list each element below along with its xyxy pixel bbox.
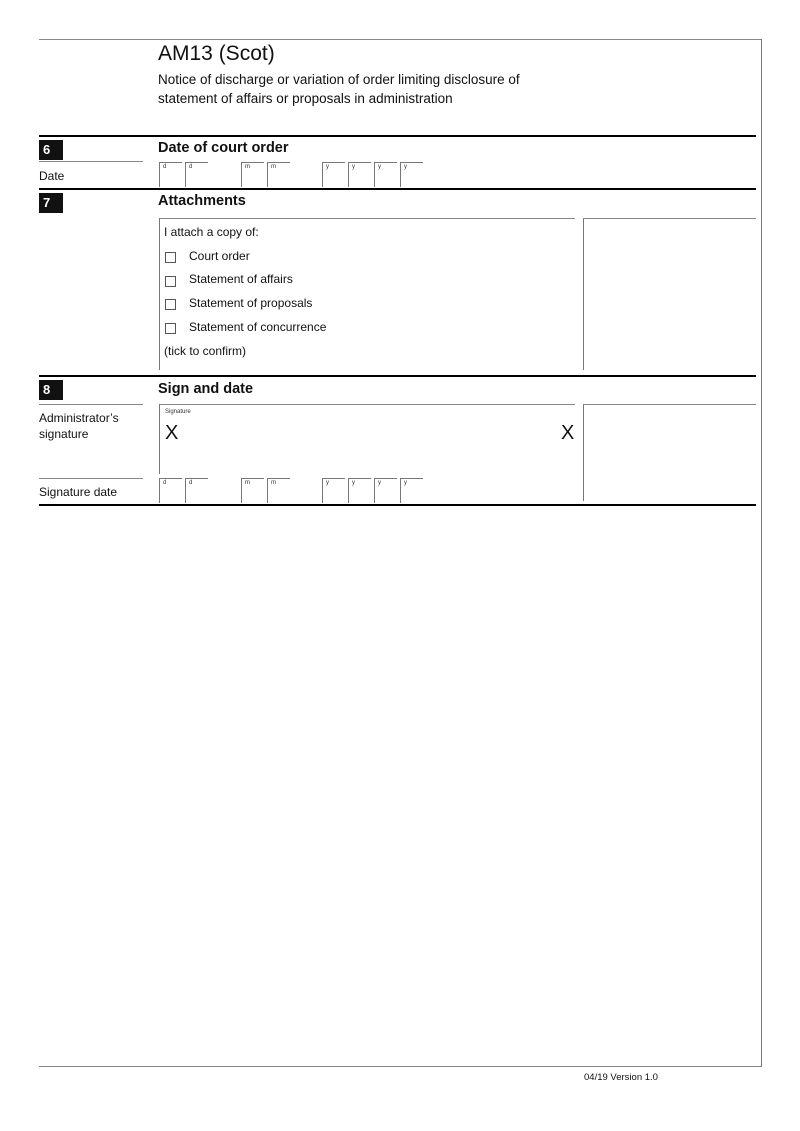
top-border <box>39 39 761 40</box>
date-box-y1[interactable]: y <box>322 162 345 187</box>
sig-date-box-d1[interactable]: d <box>159 478 182 503</box>
sig-date-box-y1[interactable]: y <box>322 478 345 503</box>
right-border <box>761 39 762 1067</box>
signature-box-left <box>159 404 160 474</box>
tick-note: (tick to confirm) <box>164 344 247 358</box>
court-order-checkbox[interactable] <box>165 252 176 263</box>
date-box-y2[interactable]: y <box>348 162 371 187</box>
date-label: Date <box>39 169 65 183</box>
date-box-y4[interactable]: y <box>400 162 423 187</box>
bottom-border <box>39 1066 761 1067</box>
attachments-box-left <box>159 218 160 370</box>
date-box-m2[interactable]: m <box>267 162 290 187</box>
date-box-y3[interactable]: y <box>374 162 397 187</box>
section-6-number: 6 <box>39 140 63 160</box>
version-footer: 04/19 Version 1.0 <box>584 1072 658 1083</box>
sig-date-box-y3[interactable]: y <box>374 478 397 503</box>
sig-date-box-m1[interactable]: m <box>241 478 264 503</box>
statement-of-concurrence-checkbox[interactable] <box>165 323 176 334</box>
signature-box-label: Signature <box>165 409 191 415</box>
form-code: AM13 (Scot) <box>158 42 275 65</box>
signature-side-divider <box>583 404 584 501</box>
section-7-rule <box>39 188 756 190</box>
form-title: Notice of discharge or variation of order limiting disclosure of statement of affairs or proposals in administration <box>158 72 520 106</box>
sig-date-box-d2[interactable]: d <box>185 478 208 503</box>
section-6-subrule <box>39 161 143 162</box>
section-8-bottom-rule <box>39 504 756 506</box>
date-box-d2[interactable]: d <box>185 162 208 187</box>
signature-date-subrule <box>39 478 143 479</box>
section-7-title: Attachments <box>158 193 246 209</box>
signature-cross-right: X <box>561 422 575 444</box>
signature-side-top <box>583 404 756 405</box>
signature-date-label: Signature date <box>39 485 118 499</box>
section-8-title: Sign and date <box>158 381 254 397</box>
statement-of-proposals-label: Statement of proposals <box>189 296 313 310</box>
statement-of-affairs-checkbox[interactable] <box>165 276 176 287</box>
statement-of-affairs-label: Statement of affairs <box>189 272 293 286</box>
statement-of-concurrence-label: Statement of concurrence <box>189 320 327 334</box>
side-panel-top <box>583 218 756 219</box>
section-8-subrule <box>39 404 143 405</box>
attachments-box-top <box>159 218 575 219</box>
section-6-title: Date of court order <box>158 140 289 156</box>
sig-date-box-m2[interactable]: m <box>267 478 290 503</box>
signature-cross-left: X <box>165 422 179 444</box>
date-box-m1[interactable]: m <box>241 162 264 187</box>
administrator-signature-label: Administrator’s signature <box>39 411 119 441</box>
sig-date-box-y2[interactable]: y <box>348 478 371 503</box>
section-8-rule <box>39 375 756 377</box>
section-8-number: 8 <box>39 380 63 400</box>
court-order-label: Court order <box>189 249 250 263</box>
attach-intro: I attach a copy of: <box>164 225 259 239</box>
section-7-number: 7 <box>39 193 63 213</box>
statement-of-proposals-checkbox[interactable] <box>165 299 176 310</box>
section-6-rule <box>39 135 756 137</box>
attachments-box-right <box>583 218 584 370</box>
signature-box-top <box>159 404 575 405</box>
sig-date-box-y4[interactable]: y <box>400 478 423 503</box>
date-box-d1[interactable]: d <box>159 162 182 187</box>
